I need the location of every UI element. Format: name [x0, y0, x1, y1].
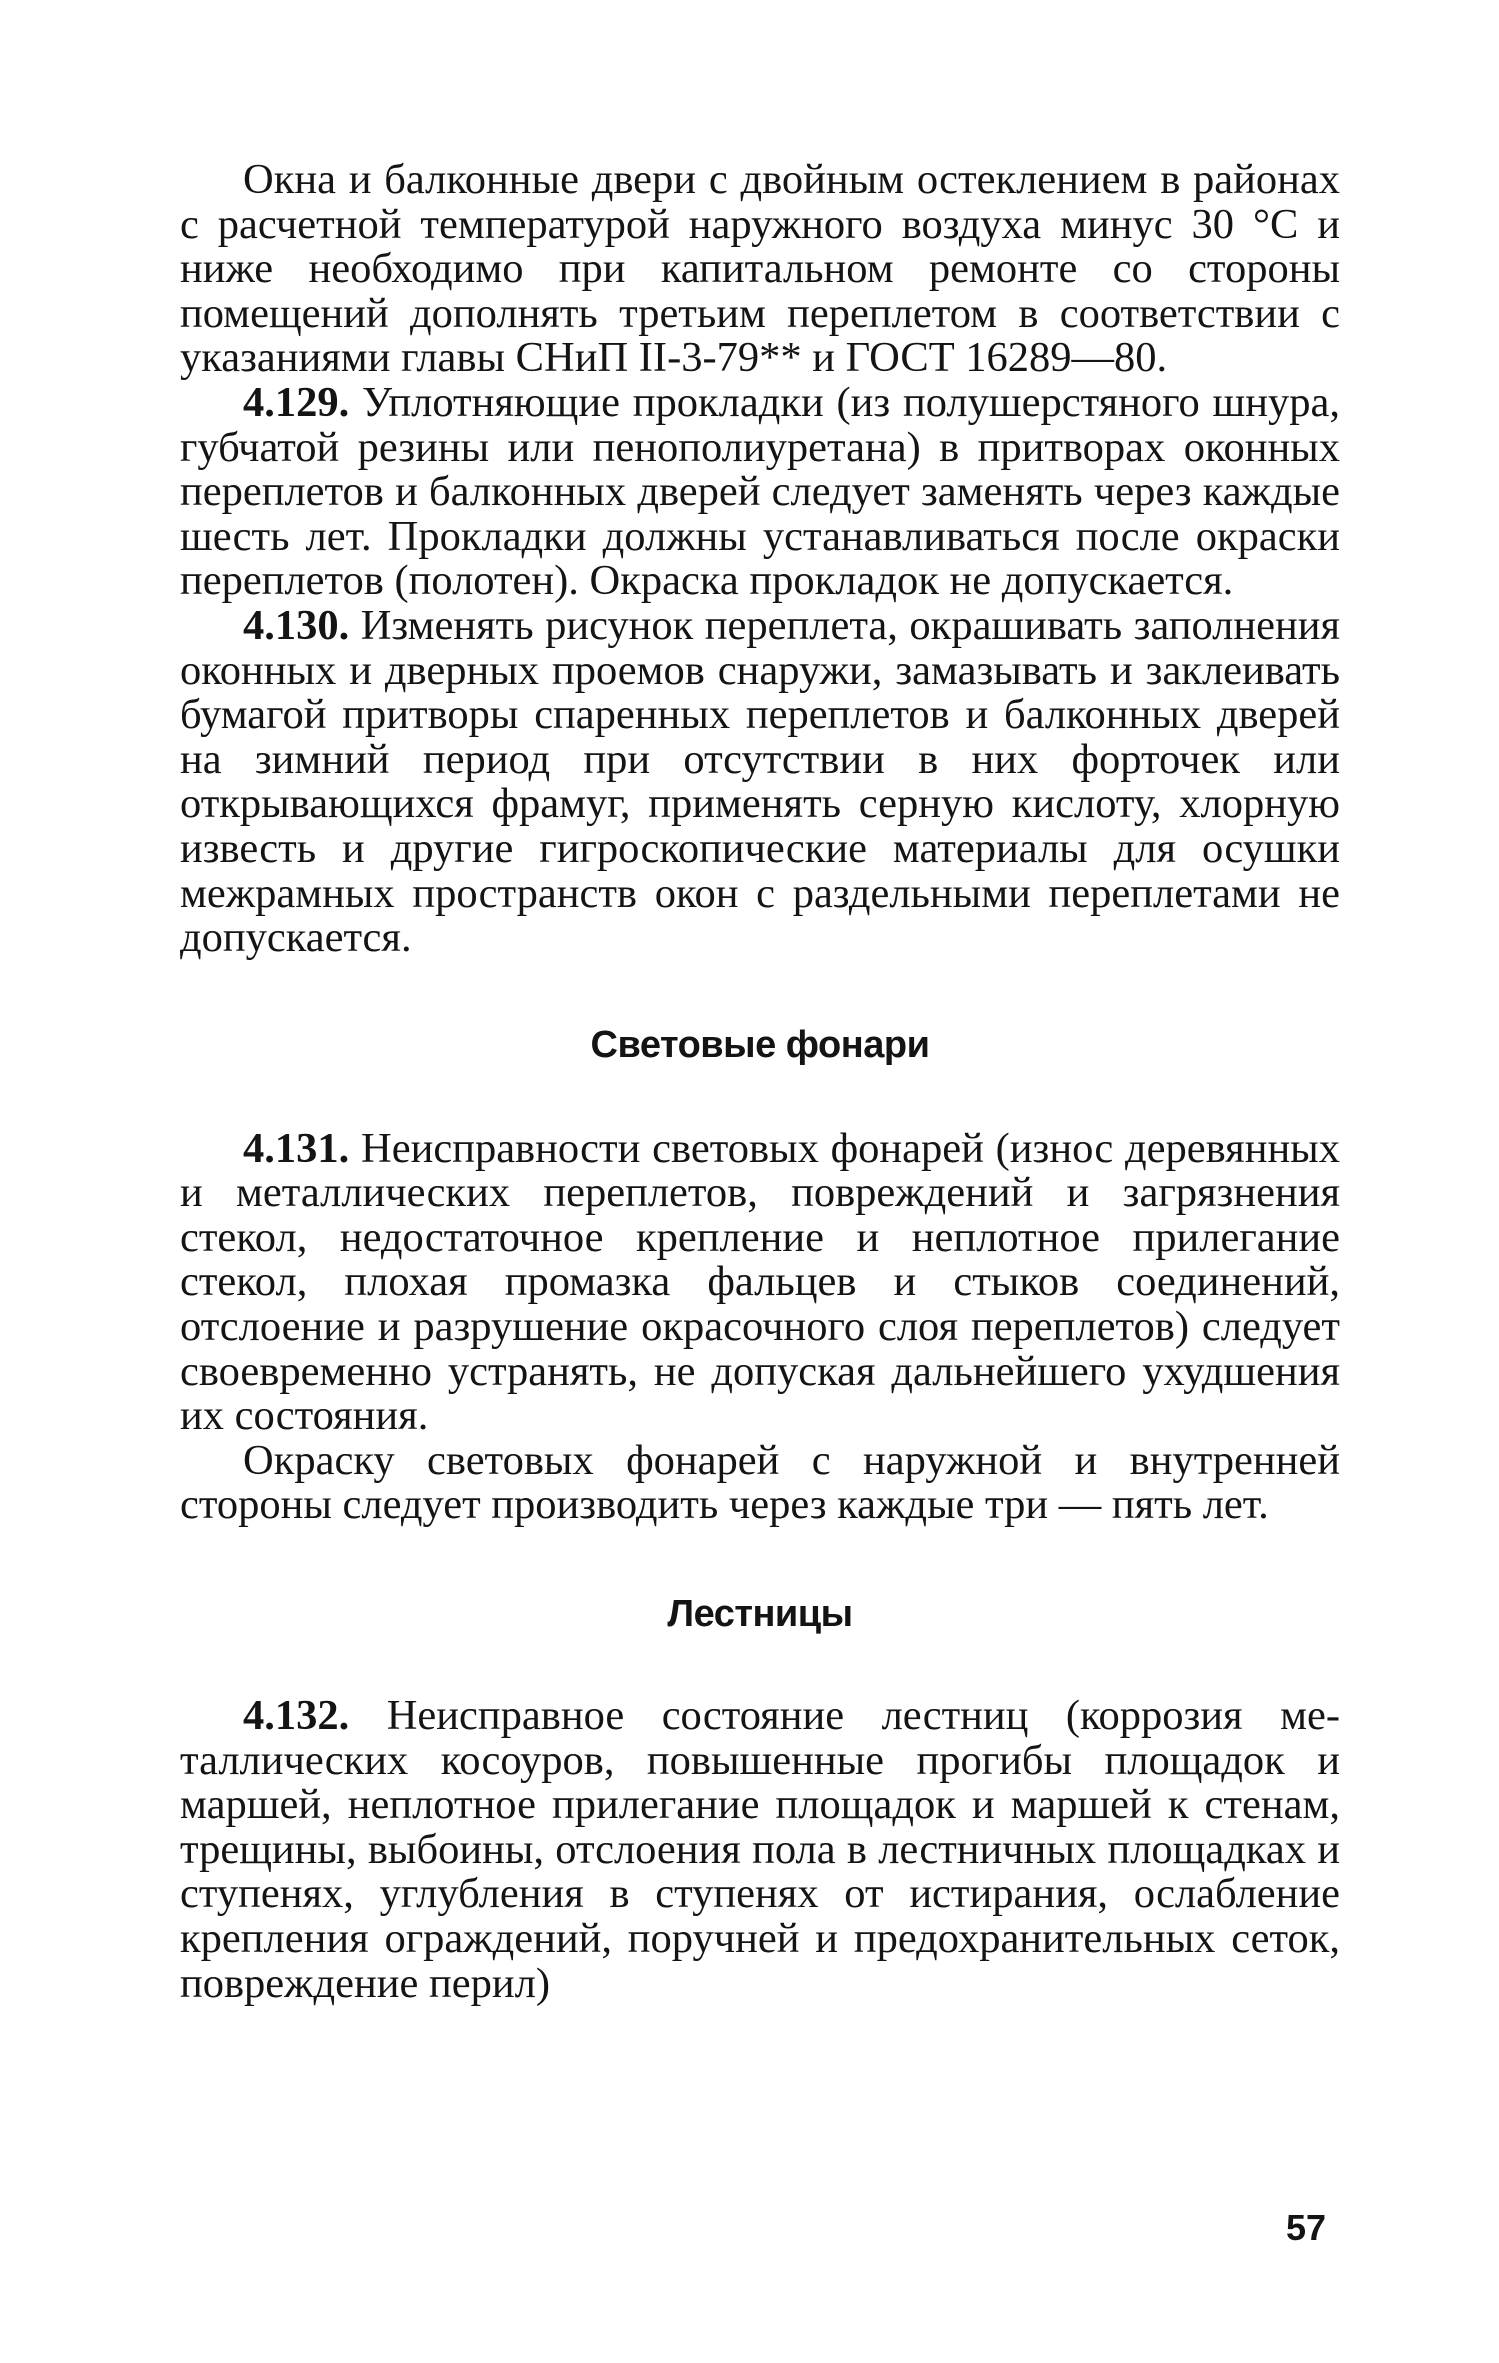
paragraph-text: Изменять рисунок переплета, окрашивать заполнения оконных и дверных проемов снаружи, замазывать и заклеивать бумагой притворы спаренных переплетов и балконных дверей на зимний период при отсутствии в них форточек или открывающихся фрамуг, применять серную кислоту, хлорную известь и другие гигроскопические материалы для осушки межрамных пространств окон с раздельными переплетами не допускается. [180, 601, 1340, 962]
clause-number: 4.132. [243, 1692, 350, 1740]
paragraph-text: Неисправное состояние лестниц (коррозия металлических косоуров, повышенные прогибы площадок и маршей, неплотное прилегание площадок и маршей к стенам, трещины, выбоины, отслоения пола в лестничных площадках и ступенях, углубления в ступенях от истирания, ослабление крепления ограждений, поручней и предохранительных сеток, повреждение перил) [180, 1692, 1340, 2007]
clause-number: 4.129. [243, 378, 350, 426]
document-page [180, 158, 1340, 2006]
paragraph-4-129 [180, 378, 1340, 605]
page-number: 57 [1286, 2207, 1327, 2248]
paragraph-4-131 [180, 1124, 1340, 1440]
paragraph-text: Окна и балконные двери с двойным остеклением в районах с расчетной температурой наружного воздуха минус 30 °С и ниже необходимо при капитальном ремонте со стороны помещений дополнять третьим переплетом в соответствии с указаниями главы СНиП II-3-79** и ГОСТ 16289—80. [180, 156, 1340, 382]
clause-number: 4.130. [243, 601, 350, 649]
section-heading-lanterns: Световые фонари [590, 1023, 930, 1066]
paragraph-text: Окраску световых фонарей с наружной и внутренней стороны следует производить через каждые три — пять лет. [180, 1436, 1340, 1529]
section-heading-stairs: Лестницы [667, 1593, 853, 1636]
paragraph-4-132 [180, 1694, 1340, 2006]
paragraph-windows [180, 158, 1340, 381]
paragraph-text: Уплотняющие прокладки (из полушерстяного шнура, губчатой резины или пенополиуретана) в притворах оконных переплетов и балконных дверей следует заменять через каждые шесть лет. Прокладки должны устанавливаться после окраски переплетов (полотен). Окраска прокладок не допускается. [180, 378, 1340, 605]
paragraph-4-130 [180, 601, 1340, 962]
paragraph-painting [180, 1436, 1340, 1529]
paragraph-text: Неисправности световых фонарей (износ деревянных и металлических переплетов, повреждений и загрязнения стекол, недостаточное крепление и неплотное прилегание стекол, плохая промазка фальцев и стыков соединений, отслоение и разрушение окрасочного слоя переплетов) следует своевременно устранять, не допуская дальнейшего ухудшения их состояния. [180, 1124, 1340, 1440]
clause-number: 4.131. [243, 1124, 350, 1172]
